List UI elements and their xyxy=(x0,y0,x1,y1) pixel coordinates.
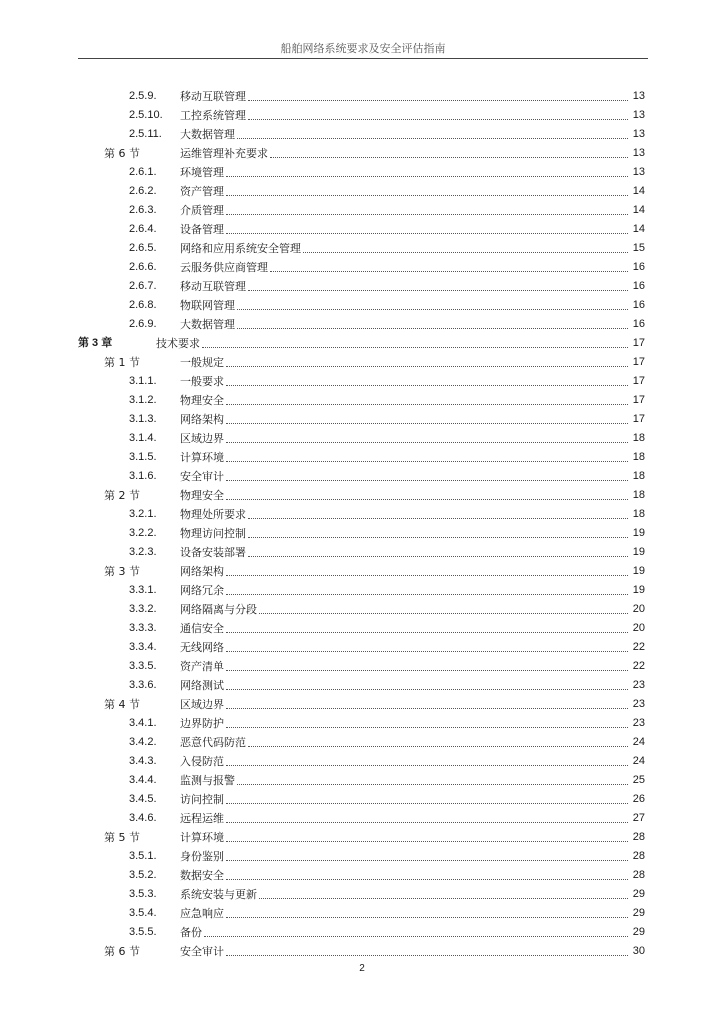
toc-entry[interactable] xyxy=(0,353,724,372)
toc-leader-dots xyxy=(248,100,628,101)
toc-entry-page: 13 xyxy=(632,90,645,102)
toc-entry-page: 14 xyxy=(632,185,645,197)
toc-entry-page: 27 xyxy=(632,812,645,824)
toc-leader-dots xyxy=(226,594,628,595)
toc-entry-number: 3.1.5. xyxy=(129,451,157,463)
toc-entry-page: 18 xyxy=(632,489,645,501)
toc-entry[interactable] xyxy=(0,467,724,486)
toc-leader-dots xyxy=(270,157,628,158)
toc-entry-title: 网络隔离与分段 xyxy=(180,603,257,616)
toc-entry-title: 入侵防范 xyxy=(180,755,224,768)
toc-entry-title: 数据安全 xyxy=(180,869,224,882)
toc-entry[interactable] xyxy=(0,163,724,182)
toc-leader-dots xyxy=(248,556,628,557)
toc-leader-dots xyxy=(226,385,628,386)
toc-entry-title: 安全审计 xyxy=(180,470,224,483)
toc-entry-title: 系统安装与更新 xyxy=(180,888,257,901)
toc-entry-title: 大数据管理 xyxy=(180,318,235,331)
toc-entry-page: 30 xyxy=(632,945,645,957)
toc-entry-number: 第 3 章 xyxy=(78,337,113,349)
header-rule xyxy=(78,58,648,59)
toc-leader-dots xyxy=(226,176,628,177)
toc-entry-number: 3.5.5. xyxy=(129,926,157,938)
toc-entry-page: 19 xyxy=(632,565,645,577)
toc-entry-title: 网络架构 xyxy=(180,565,224,578)
toc-entry-title: 物理处所要求 xyxy=(180,508,246,521)
toc-entry-number: 3.3.1. xyxy=(129,584,157,596)
toc-entry-title: 网络测试 xyxy=(180,679,224,692)
toc-entry-number: 2.6.6. xyxy=(129,261,157,273)
toc-entry-number: 3.3.3. xyxy=(129,622,157,634)
toc-entry-page: 24 xyxy=(632,736,645,748)
toc-entry-title: 物联网管理 xyxy=(180,299,235,312)
toc-leader-dots xyxy=(303,252,628,253)
toc-leader-dots xyxy=(248,518,628,519)
toc-entry-number: 3.4.3. xyxy=(129,755,157,767)
toc-entry-title: 设备安装部署 xyxy=(180,546,246,559)
toc-entry-number: 2.5.10. xyxy=(129,109,163,121)
toc-entry-page: 16 xyxy=(632,261,645,273)
toc-entry-page: 23 xyxy=(632,717,645,729)
toc-entry-number: 3.4.2. xyxy=(129,736,157,748)
toc-entry[interactable] xyxy=(0,258,724,277)
toc-leader-dots xyxy=(248,746,628,747)
toc-entry[interactable] xyxy=(0,106,724,125)
toc-entry-title: 物理安全 xyxy=(180,489,224,502)
toc-entry-number: 3.5.3. xyxy=(129,888,157,900)
toc-entry-page: 24 xyxy=(632,755,645,767)
toc-leader-dots xyxy=(237,328,628,329)
toc-entry-number: 3.4.5. xyxy=(129,793,157,805)
toc-entry-title: 恶意代码防范 xyxy=(180,736,246,749)
toc-leader-dots xyxy=(237,784,628,785)
toc-entry-page: 28 xyxy=(632,831,645,843)
toc-entry-number: 3.5.1. xyxy=(129,850,157,862)
toc-entry-number: 2.6.8. xyxy=(129,299,157,311)
toc-leader-dots xyxy=(226,765,628,766)
toc-entry-number: 3.2.3. xyxy=(129,546,157,558)
toc-entry[interactable] xyxy=(0,581,724,600)
toc-entry[interactable] xyxy=(0,752,724,771)
toc-entry[interactable] xyxy=(0,410,724,429)
toc-entry-page: 16 xyxy=(632,318,645,330)
toc-leader-dots xyxy=(226,822,628,823)
toc-entry-title: 远程运维 xyxy=(180,812,224,825)
toc-entry[interactable] xyxy=(0,296,724,315)
toc-entry-page: 22 xyxy=(632,641,645,653)
toc-entry-title: 物理访问控制 xyxy=(180,527,246,540)
toc-entry-title: 物理安全 xyxy=(180,394,224,407)
toc-entry-number: 2.6.5. xyxy=(129,242,157,254)
toc-leader-dots xyxy=(226,727,628,728)
toc-entry[interactable] xyxy=(0,429,724,448)
toc-entry-page: 13 xyxy=(632,109,645,121)
toc-leader-dots xyxy=(226,879,628,880)
toc-leader-dots xyxy=(226,860,628,861)
toc-entry-page: 16 xyxy=(632,299,645,311)
toc-entry[interactable] xyxy=(0,486,724,505)
toc-entry[interactable] xyxy=(0,125,724,144)
toc-entry-title: 区域边界 xyxy=(180,432,224,445)
toc-entry-title: 大数据管理 xyxy=(180,128,235,141)
toc-entry-page: 19 xyxy=(632,584,645,596)
toc-entry-title: 无线网络 xyxy=(180,641,224,654)
toc-leader-dots xyxy=(204,936,628,937)
toc-entry-number: 2.6.3. xyxy=(129,204,157,216)
toc-entry-page: 20 xyxy=(632,603,645,615)
toc-entry-number: 3.3.5. xyxy=(129,660,157,672)
toc-entry[interactable] xyxy=(0,904,724,923)
toc-entry-number: 3.1.4. xyxy=(129,432,157,444)
toc-entry-page: 18 xyxy=(632,432,645,444)
toc-leader-dots xyxy=(226,423,628,424)
toc-entry-number: 第 4 节 xyxy=(104,698,140,711)
toc-entry-page: 17 xyxy=(632,394,645,406)
toc-entry-title: 介质管理 xyxy=(180,204,224,217)
toc-entry-page: 25 xyxy=(632,774,645,786)
toc-entry-page: 29 xyxy=(632,907,645,919)
toc-entry-number: 3.5.2. xyxy=(129,869,157,881)
toc-leader-dots xyxy=(248,290,628,291)
toc-leader-dots xyxy=(226,955,628,956)
toc-entry-number: 第 3 节 xyxy=(104,565,140,578)
toc-entry[interactable] xyxy=(0,657,724,676)
toc-entry[interactable] xyxy=(0,334,724,353)
toc-entry-number: 2.6.9. xyxy=(129,318,157,330)
toc-entry-number: 3.1.6. xyxy=(129,470,157,482)
toc-leader-dots xyxy=(226,461,628,462)
toc-entry-number: 3.3.6. xyxy=(129,679,157,691)
toc-entry-title: 监测与报警 xyxy=(180,774,235,787)
toc-entry[interactable] xyxy=(0,315,724,334)
toc-entry-title: 应急响应 xyxy=(180,907,224,920)
toc-leader-dots xyxy=(226,632,628,633)
toc-entry-title: 移动互联管理 xyxy=(180,280,246,293)
toc-entry-page: 28 xyxy=(632,850,645,862)
toc-entry-title: 区域边界 xyxy=(180,698,224,711)
toc-leader-dots xyxy=(226,480,628,481)
toc-leader-dots xyxy=(226,575,628,576)
toc-entry-page: 17 xyxy=(632,337,645,349)
toc-entry-title: 网络和应用系统安全管理 xyxy=(180,242,301,255)
toc-entry-title: 环境管理 xyxy=(180,166,224,179)
toc-entry[interactable] xyxy=(0,942,724,961)
toc-entry[interactable] xyxy=(0,543,724,562)
toc-entry-number: 第 5 节 xyxy=(104,831,140,844)
toc-entry-title: 网络架构 xyxy=(180,413,224,426)
toc-entry-title: 资产管理 xyxy=(180,185,224,198)
toc-entry-title: 技术要求 xyxy=(156,337,200,350)
toc-entry-page: 18 xyxy=(632,451,645,463)
toc-entry-page: 23 xyxy=(632,698,645,710)
toc-entry[interactable] xyxy=(0,505,724,524)
toc-entry-title: 移动互联管理 xyxy=(180,90,246,103)
toc-entry-number: 2.5.9. xyxy=(129,90,157,102)
toc-entry-page: 28 xyxy=(632,869,645,881)
toc-entry-page: 17 xyxy=(632,356,645,368)
toc-leader-dots xyxy=(226,689,628,690)
toc-entry[interactable] xyxy=(0,866,724,885)
toc-entry-page: 18 xyxy=(632,470,645,482)
toc-entry-page: 18 xyxy=(632,508,645,520)
toc-entry-number: 2.6.1. xyxy=(129,166,157,178)
toc-entry-number: 3.4.4. xyxy=(129,774,157,786)
toc-leader-dots xyxy=(226,670,628,671)
toc-entry-number: 3.1.3. xyxy=(129,413,157,425)
toc-entry-number: 3.1.1. xyxy=(129,375,157,387)
toc-entry-title: 身份鉴别 xyxy=(180,850,224,863)
toc-entry[interactable] xyxy=(0,391,724,410)
toc-entry[interactable] xyxy=(0,847,724,866)
toc-entry-title: 运维管理补充要求 xyxy=(180,147,268,160)
toc-entry-page: 29 xyxy=(632,888,645,900)
toc-entry-title: 网络冗余 xyxy=(180,584,224,597)
toc-entry[interactable] xyxy=(0,220,724,239)
toc-leader-dots xyxy=(226,917,628,918)
page-number: 2 xyxy=(359,963,365,974)
toc-entry-page: 13 xyxy=(632,166,645,178)
toc-leader-dots xyxy=(226,366,628,367)
toc-leader-dots xyxy=(226,404,628,405)
toc-entry[interactable] xyxy=(0,562,724,581)
toc-leader-dots xyxy=(248,537,628,538)
toc-leader-dots xyxy=(237,309,628,310)
toc-entry[interactable] xyxy=(0,144,724,163)
toc-entry[interactable] xyxy=(0,790,724,809)
toc-entry[interactable] xyxy=(0,524,724,543)
toc-entry[interactable] xyxy=(0,201,724,220)
toc-entry[interactable] xyxy=(0,638,724,657)
running-header: 船舶网络系统要求及安全评估指南 xyxy=(280,42,446,55)
toc-entry-title: 一般要求 xyxy=(180,375,224,388)
toc-leader-dots xyxy=(226,841,628,842)
toc-entry[interactable] xyxy=(0,182,724,201)
toc-leader-dots xyxy=(226,442,628,443)
toc-entry-page: 15 xyxy=(632,242,645,254)
toc-entry-title: 通信安全 xyxy=(180,622,224,635)
toc-entry-page: 17 xyxy=(632,375,645,387)
toc-entry-title: 工控系统管理 xyxy=(180,109,246,122)
toc-entry-title: 设备管理 xyxy=(180,223,224,236)
toc-entry-page: 20 xyxy=(632,622,645,634)
toc-entry[interactable] xyxy=(0,714,724,733)
toc-entry-number: 第 6 节 xyxy=(104,945,140,958)
toc-leader-dots xyxy=(237,138,628,139)
toc-entry[interactable] xyxy=(0,923,724,942)
toc-entry-page: 19 xyxy=(632,546,645,558)
toc-entry[interactable] xyxy=(0,771,724,790)
toc-entry-number: 2.6.7. xyxy=(129,280,157,292)
toc-entry-number: 3.2.1. xyxy=(129,508,157,520)
toc-entry-number: 2.6.4. xyxy=(129,223,157,235)
toc-entry-title: 安全审计 xyxy=(180,945,224,958)
toc-entry-title: 一般规定 xyxy=(180,356,224,369)
toc-entry-title: 访问控制 xyxy=(180,793,224,806)
toc-entry[interactable] xyxy=(0,885,724,904)
toc-entry-number: 3.4.1. xyxy=(129,717,157,729)
toc-leader-dots xyxy=(226,499,628,500)
toc-entry[interactable] xyxy=(0,277,724,296)
toc-entry-number: 3.5.4. xyxy=(129,907,157,919)
toc-entry[interactable] xyxy=(0,239,724,258)
toc-entry-title: 云服务供应商管理 xyxy=(180,261,268,274)
toc-entry-number: 3.2.2. xyxy=(129,527,157,539)
toc-entry-number: 2.6.2. xyxy=(129,185,157,197)
toc-entry[interactable] xyxy=(0,619,724,638)
toc-entry-page: 16 xyxy=(632,280,645,292)
toc-entry-number: 2.5.11. xyxy=(129,128,162,140)
toc-entry-number: 第 2 节 xyxy=(104,489,140,502)
toc-entry-number: 第 6 节 xyxy=(104,147,140,160)
toc-entry[interactable] xyxy=(0,733,724,752)
toc-leader-dots xyxy=(226,195,628,196)
toc-leader-dots xyxy=(226,214,628,215)
toc-entry-page: 26 xyxy=(632,793,645,805)
toc-entry-number: 3.1.2. xyxy=(129,394,157,406)
toc-entry[interactable] xyxy=(0,600,724,619)
toc-entry-title: 备份 xyxy=(180,926,202,939)
toc-entry-page: 13 xyxy=(632,128,645,140)
toc-leader-dots xyxy=(226,233,628,234)
toc-entry-title: 计算环境 xyxy=(180,451,224,464)
toc-entry-page: 14 xyxy=(632,204,645,216)
toc-entry-number: 3.3.2. xyxy=(129,603,157,615)
toc-entry-page: 14 xyxy=(632,223,645,235)
toc-entry[interactable] xyxy=(0,87,724,106)
toc-entry[interactable] xyxy=(0,828,724,847)
toc-entry-number: 3.4.6. xyxy=(129,812,157,824)
toc-entry[interactable] xyxy=(0,809,724,828)
toc-entry-page: 22 xyxy=(632,660,645,672)
toc-leader-dots xyxy=(226,803,628,804)
toc-leader-dots xyxy=(259,898,628,899)
toc-entry-title: 资产清单 xyxy=(180,660,224,673)
toc-entry-page: 23 xyxy=(632,679,645,691)
toc-leader-dots xyxy=(270,271,628,272)
toc-entry-page: 13 xyxy=(632,147,645,159)
toc-entry-number: 第 1 节 xyxy=(104,356,140,369)
toc-entry-page: 17 xyxy=(632,413,645,425)
toc-entry-title: 计算环境 xyxy=(180,831,224,844)
toc-entry[interactable] xyxy=(0,676,724,695)
toc-leader-dots xyxy=(226,708,628,709)
toc-entry[interactable] xyxy=(0,372,724,391)
toc-leader-dots xyxy=(202,347,628,348)
toc-entry[interactable] xyxy=(0,448,724,467)
toc-entry-title: 边界防护 xyxy=(180,717,224,730)
toc-leader-dots xyxy=(259,613,628,614)
toc-entry-page: 29 xyxy=(632,926,645,938)
toc-leader-dots xyxy=(248,119,628,120)
toc-entry-number: 3.3.4. xyxy=(129,641,157,653)
toc-leader-dots xyxy=(226,651,628,652)
toc-entry-page: 19 xyxy=(632,527,645,539)
toc-entry[interactable] xyxy=(0,695,724,714)
